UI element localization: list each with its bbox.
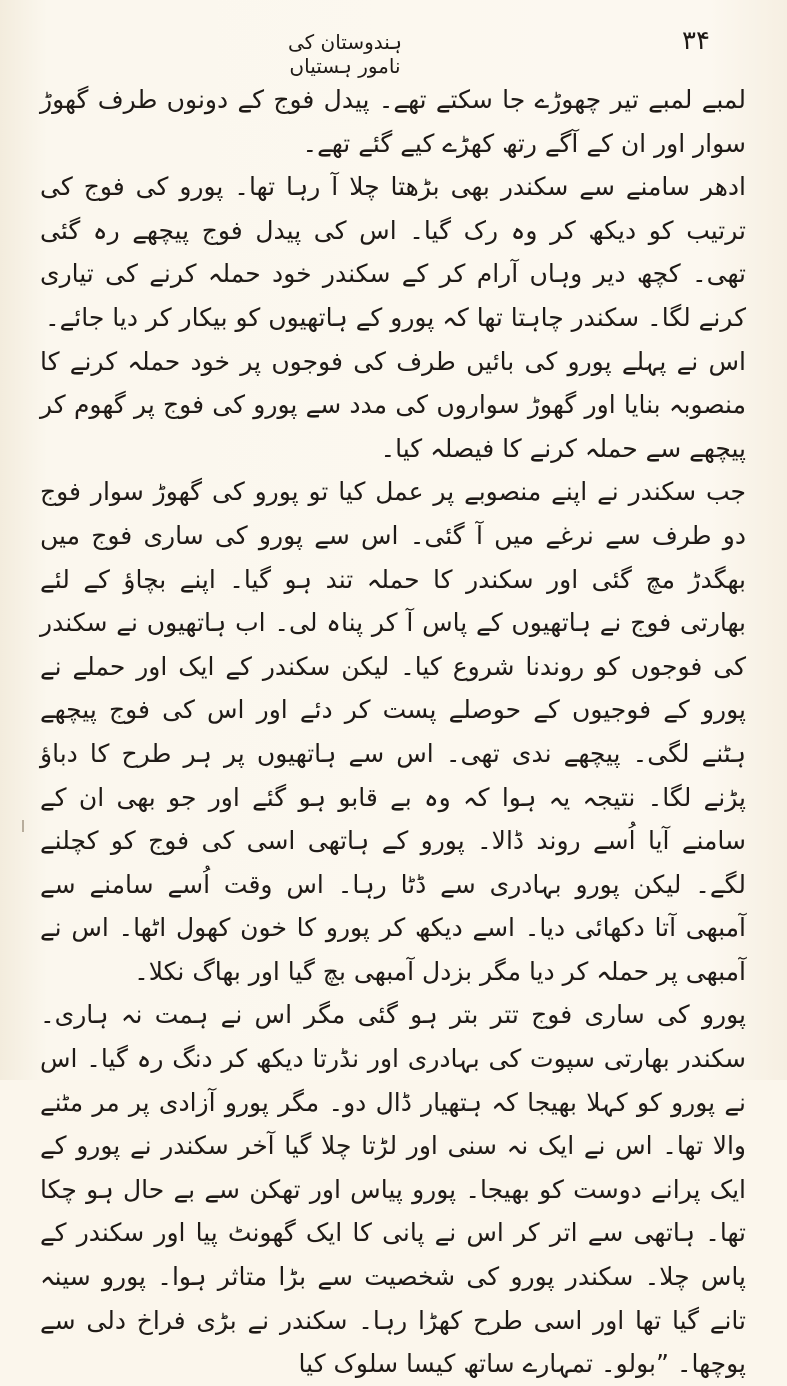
paragraph-5: پورو کی ساری فوج تتر بتر ہو گئی مگر اس نے ہمت نہ ہاری۔ سکندر بھارتی سپوت کی بہادری اور نڈرتا دیکھ کر دنگ رہ گیا۔ اس نے پورو کو کہلا بھیجا کہ ہتھیار ڈال دو۔ مگر پورو آزادی پر مر مٹنے والا تھا۔ اس نے ایک نہ سنی اور لڑتا چلا گیا آخر سکندر نے پورو کے ایک پرانے دوست کو بھیجا۔ پورو پیاس اور تھکن سے بے حال ہو چکا تھا۔ ہاتھی سے اتر کر اس نے پانی کا ایک گھونٹ پیا اور سکندر کے پاس چلا۔ سکندر پورو کی شخصیت سے بڑا متاثر ہوا۔ پورو سینہ تانے گیا تھا اور اسی طرح کھڑا رہا۔ سکندر نے بڑی فراخ دلی سے پوچھا۔ ”بولو۔ تمہارے ساتھ کیسا سلوک کیا bbox=[40, 1000, 746, 1379]
paragraph-2: ادھر سامنے سے سکندر بھی بڑھتا چلا آ رہا تھا۔ پورو کی فوج کی ترتیب کو دیکھ کر وہ رک گیا۔ اس کی پیدل فوج پیچھے رہ گئی تھی۔ کچھ دیر وہاں آرام کر کے سکندر خود حملہ کرنے کی تیاری کرنے لگا۔ سکندر چاہتا تھا کہ پورو کے ہاتھیوں کو بیکار کر دیا جائے۔ bbox=[40, 172, 746, 332]
page-number: ۳۴ bbox=[682, 26, 710, 56]
margin-mark bbox=[22, 820, 24, 832]
paragraph-3: اس نے پہلے پورو کی بائیں طرف کی فوجوں پر خود حملہ کرنے کا منصوبہ بنایا اور گھوڑ سواروں کی مدد سے پورو کی فوج پر گھوم کر پیچھے سے حملہ کرنے کا فیصلہ کیا۔ bbox=[40, 346, 746, 463]
running-title: ہندوستان کی نامور ہستیاں bbox=[287, 30, 403, 78]
body-text bbox=[40, 78, 746, 1386]
paragraph-1: لمبے لمبے تیر چھوڑے جا سکتے تھے۔ پیدل فوج کے دونوں طرف گھوڑ سوار اور ان کے آگے رتھ کھڑے کیے گئے تھے۔ bbox=[40, 85, 746, 158]
paragraph-4: جب سکندر نے اپنے منصوبے پر عمل کیا تو پورو کی گھوڑ سوار فوج دو طرف سے نرغے میں آ گئی۔ اس سے پورو کی ساری فوج میں بھگدڑ مچ گئی اور سکندر کا حملہ تند ہو گیا۔ اپنے بچاؤ کے لئے بھارتی فوج نے ہاتھیوں کے پاس آ کر پناہ لی۔ اب ہاتھیوں نے سکندر کی فوجوں کو روندنا شروع کیا۔ لیکن سکندر کے ایک اور حملے نے پورو کے فوجیوں کے حوصلے پست کر دئے اور اس کی فوج پیچھے ہٹنے لگی۔ پیچھے ندی تھی۔ اس سے ہاتھیوں پر ہر طرح کا دباؤ پڑنے لگا۔ نتیجہ یہ ہوا کہ وہ بے قابو ہو گئے اور جو بھی ان کے سامنے آیا اُسے روند ڈالا۔ پورو کے ہاتھی اسی کی فوج کو کچلنے لگے۔ لیکن پورو بہادری سے ڈٹا رہا۔ اس وقت اُسے سامنے سے آمبھی آتا دکھائی دیا۔ اسے دیکھ کر پورو کا خون کھول اٹھا۔ اس نے آمبھی پر حملہ کر دیا مگر بزدل آمبھی بچ گیا اور بھاگ نکلا۔ bbox=[40, 477, 746, 986]
page-header bbox=[0, 18, 787, 78]
